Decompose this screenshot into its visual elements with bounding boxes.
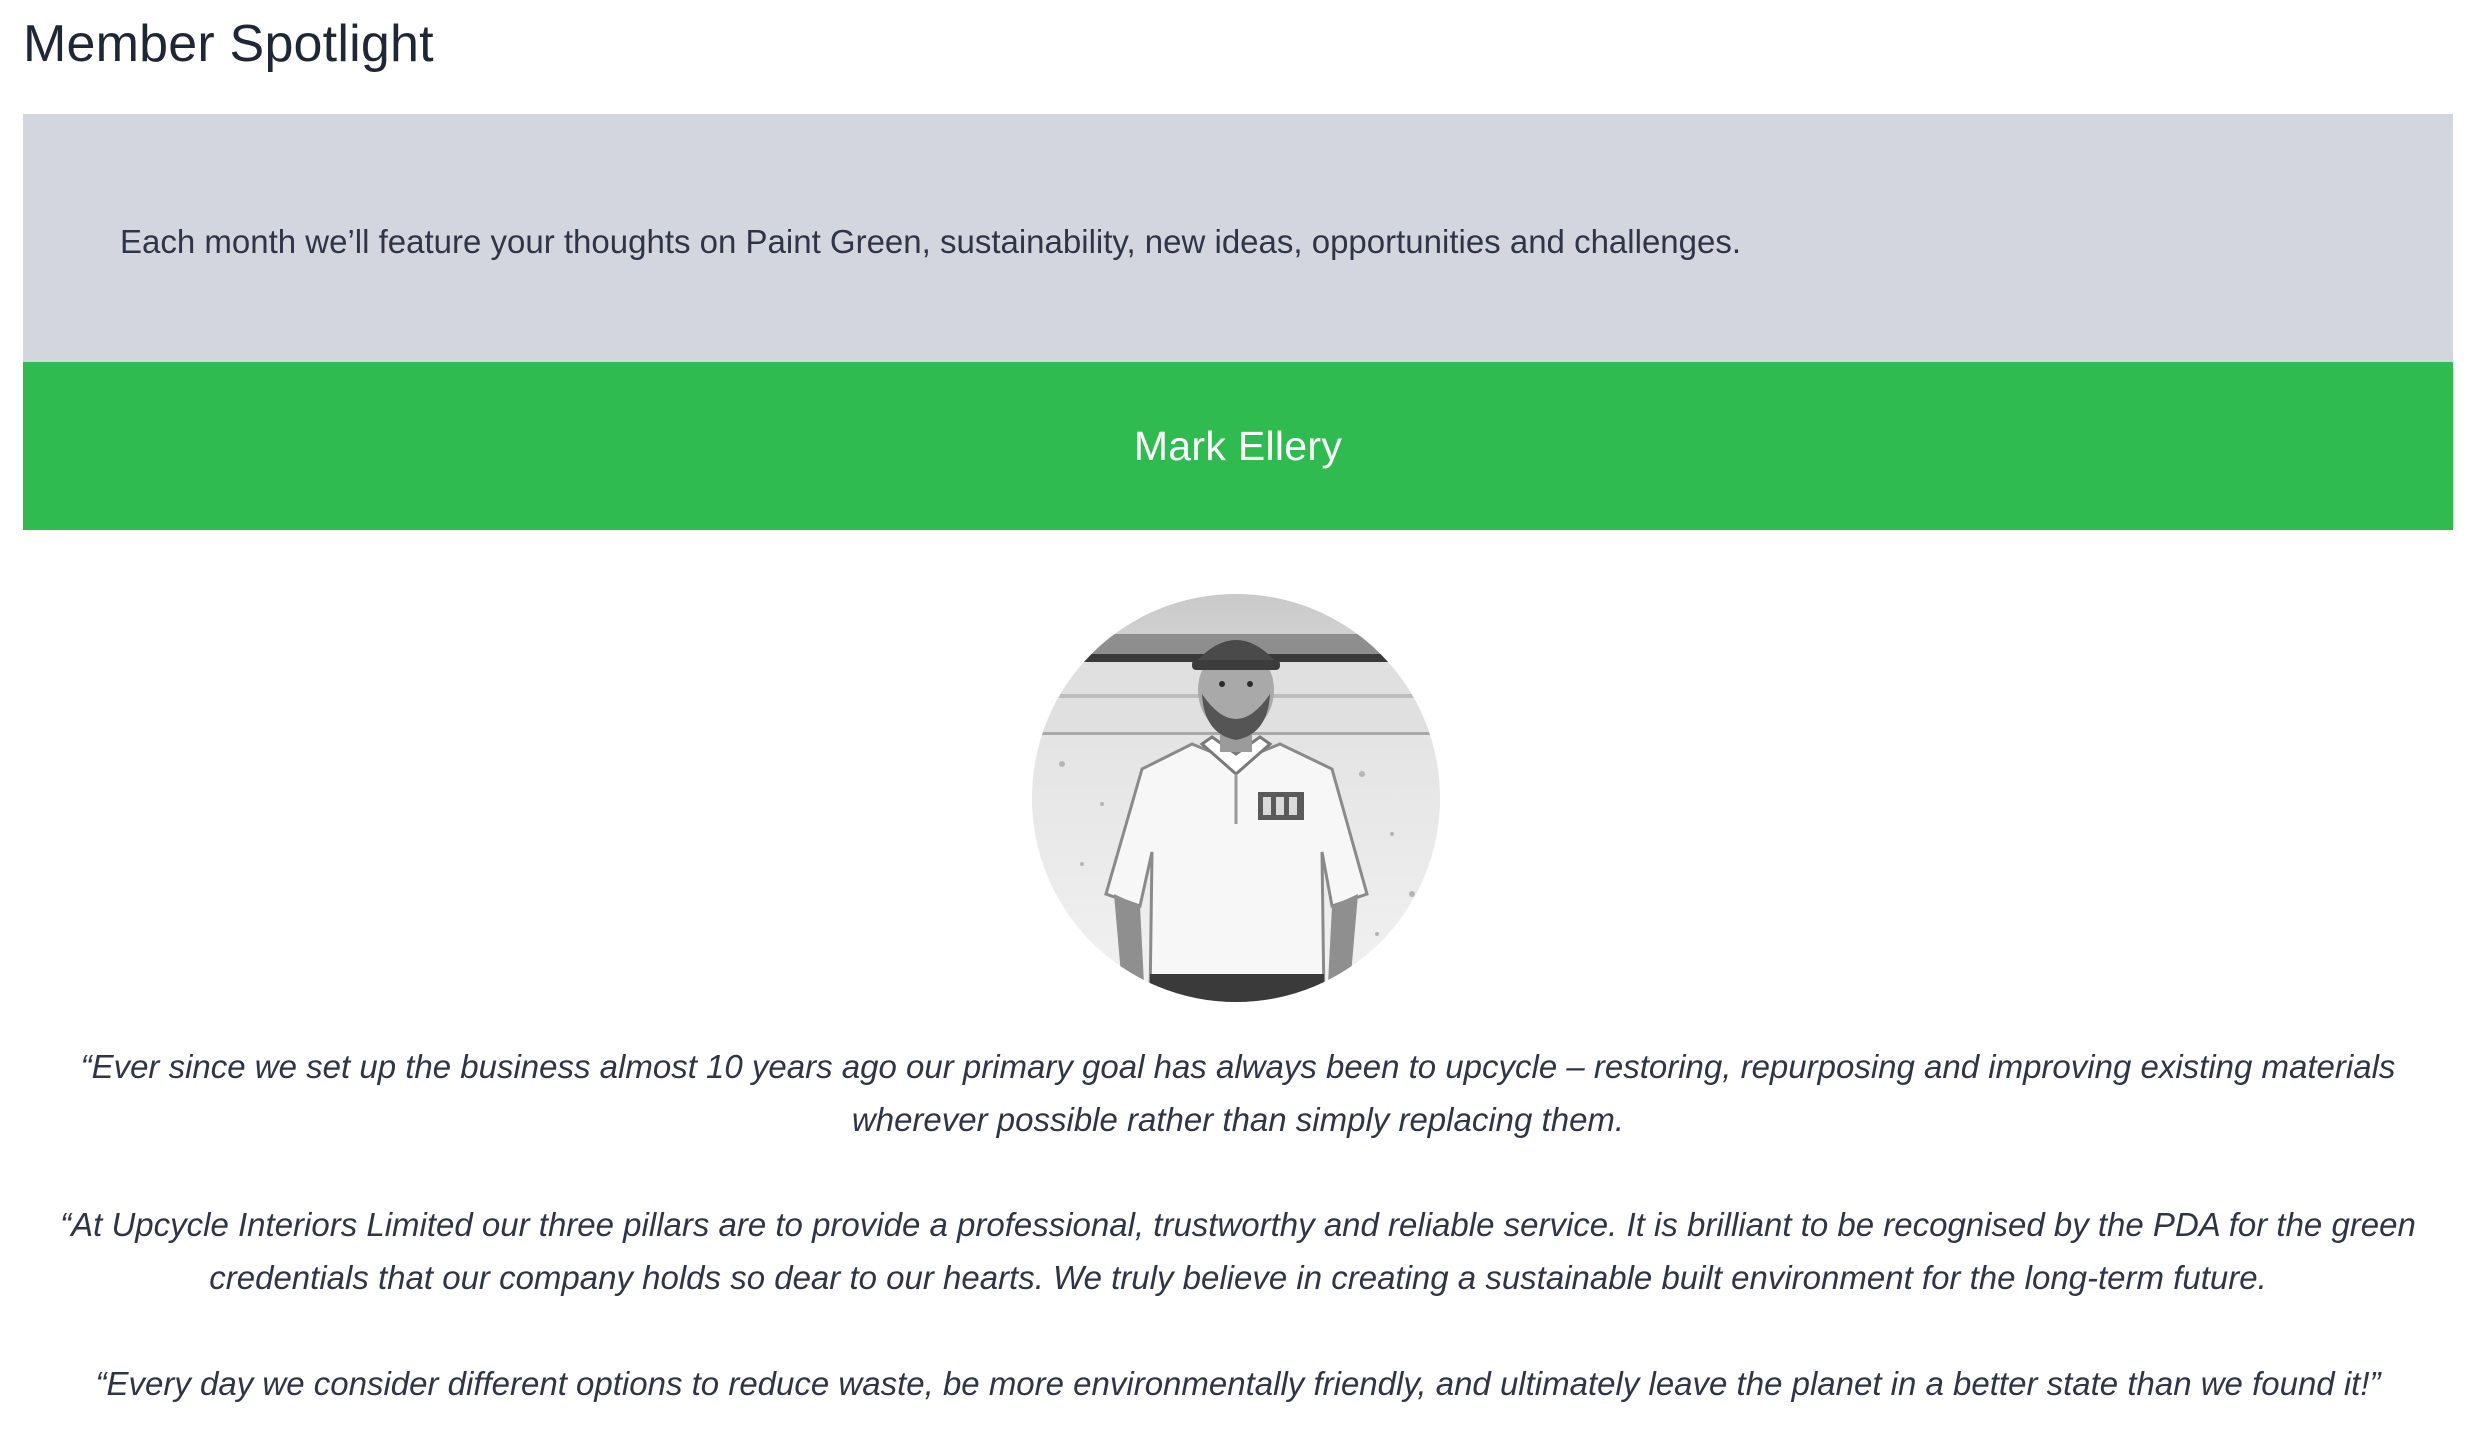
quote-paragraph-1: “Ever since we set up the business almost 10 years ago our primary goal has always been to upcycle – restoring, repurposing and improving existing materials wherever possible rather than simply replacing them. [80, 1048, 2396, 1138]
quote-paragraph-3: “Every day we consider different options to reduce waste, be more environmentally friendly, and ultimately leave the planet in a better state than we found it!” [95, 1365, 2381, 1402]
member-name: Mark Ellery [1133, 423, 1343, 469]
member-name-banner [23, 362, 2453, 530]
intro-panel [23, 114, 2453, 362]
page-title: Member Spotlight [23, 15, 434, 73]
member-photo-image [1032, 594, 1440, 1002]
member-photo [1032, 594, 1440, 1002]
intro-text: Each month we’ll feature your thoughts on Paint Green, sustainability, new ideas, opportunities and challenges. [120, 223, 1742, 260]
quote-paragraph-2: “At Upcycle Interiors Limited our three pillars are to provide a professional, trustworthy and reliable service. It is brilliant to be recognised by the PDA for the green credentials that our company holds so dear to our hearts. We truly believe in creating a sustainable built environment for the long-term future. [60, 1206, 2416, 1296]
